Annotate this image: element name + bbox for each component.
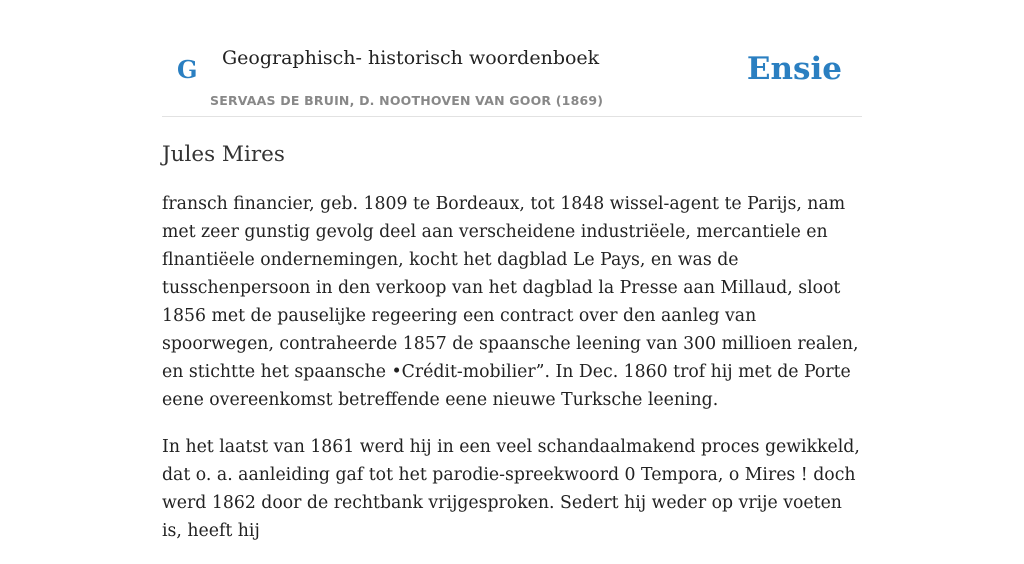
article-paragraph: fransch financier, geb. 1809 te Bordeaux, tot 1848 wissel-agent te Parijs, nam met zeer gunstig gevolg deel aan verscheidene industriëele, mercantiele en flnantiëele ondernemingen, kocht het dagblad Le Pays, en was de tusschenpersoon in den verkoop van het dagblad la Presse aan Millaud, sloot 1856 met de pauselijke regeering een contract over den aanleg van spoorwegen, contraheerde 1857 de spaansche leening van 300 millioen realen, en stichtte het spaansche •Crédit-mobilier”. In Dec. 1860 trof hij met de Porte eene overeenkomst betreffende eene nieuwe Turksche leening. [162, 194, 859, 410]
book-title-link[interactable]: Geographisch- historisch woordenboek [222, 47, 600, 69]
header [162, 0, 862, 117]
article [162, 138, 862, 564]
book-logo-icon[interactable]: G [177, 55, 198, 84]
ensie-logo-link[interactable]: Ensie [746, 51, 842, 87]
book-authors: SERVAAS DE BRUIN, D. NOOTHOVEN VAN GOOR (1869) [210, 93, 604, 108]
article-paragraph: In het laatst van 1861 werd hij in een veel schandaalmakend proces gewikkeld, dat o. a. aanleiding gaf tot het parodie-spreekwoord 0 Tempora, o Mires ! doch werd 1862 door de rechtbank vrijgesproken. Sedert hij weder op vrije voeten is, heeft hij [162, 437, 860, 541]
entry-title: Jules Mires [162, 142, 285, 167]
